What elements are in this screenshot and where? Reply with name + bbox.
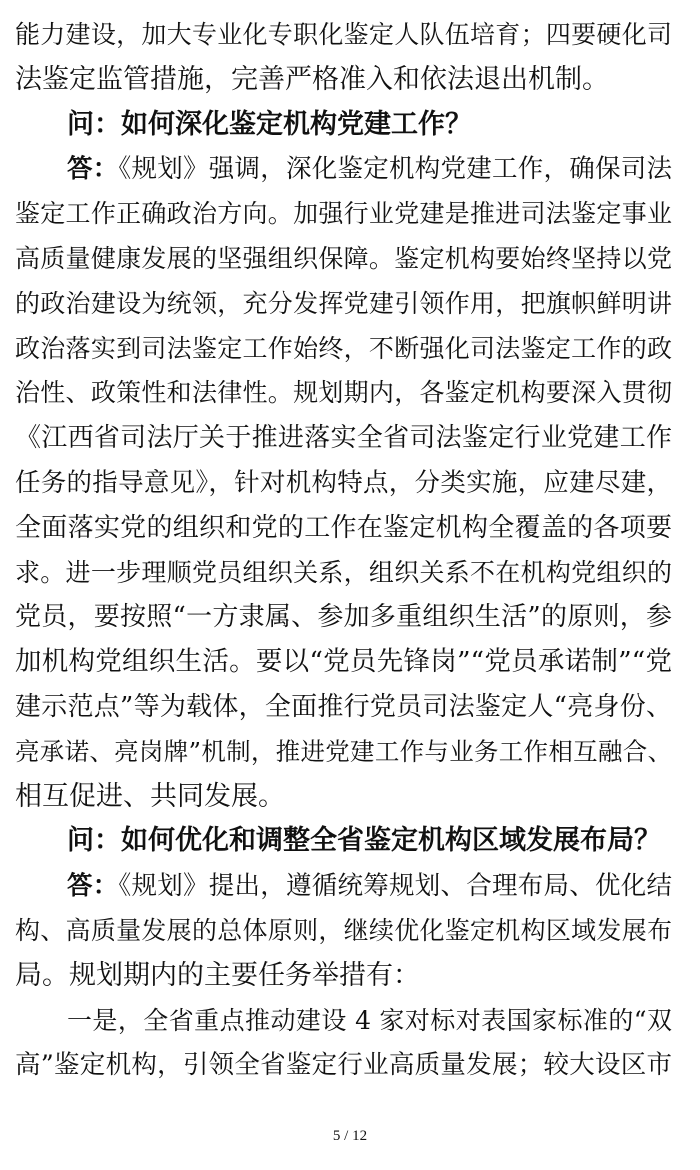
line-text: 政治落实到司法鉴定工作始终，不断强化司法鉴定工作的政 — [15, 333, 672, 363]
paragraph-line — [15, 551, 672, 596]
paragraph-line — [15, 1043, 672, 1088]
line-text: 求。进一步理顺党员组织关系，组织关系不在机构党组织的 — [15, 557, 672, 587]
line-text: 《规划》强调，深化鉴定机构党建工作，确保司法 — [118, 154, 672, 185]
line-text: 党员，要按照“一方隶属、参加多重组织生活”的原则，参 — [15, 602, 672, 633]
line-text: 局。规划期内的主要任务举措有： — [15, 959, 420, 991]
answer-label: 答： — [67, 871, 119, 902]
document-page — [15, 13, 672, 1088]
line-text: 《江西省司法厅关于推进落实全省司法鉴定行业党建工作 — [15, 423, 672, 454]
line-text: 全面落实党的组织和党的工作在鉴定机构全覆盖的各项要 — [15, 512, 672, 543]
line-text: 加机构党组织生活。要以“党员先锋岗”“党员承诺制”“党 — [15, 646, 672, 678]
paragraph-line — [15, 327, 672, 372]
paragraph-line — [15, 640, 672, 685]
paragraph-line — [15, 595, 672, 640]
line-text: 相互促进、共同发展。 — [15, 780, 285, 812]
line-text: 鉴定工作正确政治方向。加强行业党建是推进司法鉴定事业 — [15, 199, 672, 229]
line-text: 构、高质量发展的总体原则，继续优化鉴定机构区域发展布 — [15, 915, 672, 945]
paragraph-line — [15, 282, 672, 327]
line-text: 《规划》提出，遵循统筹规划、合理布局、优化结 — [118, 871, 672, 902]
paragraph-line — [15, 864, 672, 909]
paragraph-line — [15, 730, 672, 775]
paragraph-line — [15, 416, 672, 461]
line-text: 任务的指导意见》，针对机构特点，分类实施，应建尽建， — [15, 467, 672, 498]
line-text: 能力建设，加大专业化专职化鉴定人队伍培育；四要硬化司 — [15, 20, 672, 49]
answer-label: 答： — [67, 154, 119, 185]
paragraph-line — [15, 685, 672, 730]
line-text: 高质量健康发展的坚强组织保障。鉴定机构要始终坚持以党 — [15, 243, 672, 273]
paragraph-line — [15, 237, 672, 282]
paragraph-line — [15, 909, 672, 954]
page-number: 5 / 12 — [332, 1128, 368, 1144]
paragraph-line — [15, 192, 672, 237]
paragraph-line — [15, 58, 672, 103]
question-heading: 问：如何深化鉴定机构党建工作？ — [67, 108, 472, 140]
question-heading: 问：如何优化和调整全省鉴定机构区域发展布局？ — [67, 825, 661, 857]
paragraph-line — [15, 506, 672, 551]
line-text: 高”鉴定机构，引领全省鉴定行业高质量发展；较大设区市 — [15, 1050, 672, 1081]
line-text: 建示范点”等为载体，全面推行党员司法鉴定人“亮身份、 — [15, 691, 672, 722]
paragraph-line — [15, 954, 672, 999]
paragraph-line — [15, 999, 672, 1044]
paragraph-line — [15, 371, 672, 416]
line-text: 法鉴定监管措施，完善严格准入和依法退出机制。 — [15, 63, 609, 95]
line-text: 治性、政策性和法律性。规划期内，各鉴定机构要深入贯彻 — [15, 378, 672, 408]
line-text: 一是，全省重点推动建设 4 家对标对表国家标准的“双 — [67, 1005, 672, 1035]
paragraph-line — [15, 461, 672, 506]
line-text: 亮承诺、亮岗牌”机制，推进党建工作与业务工作相互融合、 — [15, 736, 672, 766]
paragraph-line — [15, 775, 672, 820]
paragraph-line — [15, 13, 672, 58]
paragraph-line — [15, 147, 672, 192]
line-text: 的政治建设为统领，充分发挥党建引领作用，把旗帜鲜明讲 — [15, 288, 672, 318]
